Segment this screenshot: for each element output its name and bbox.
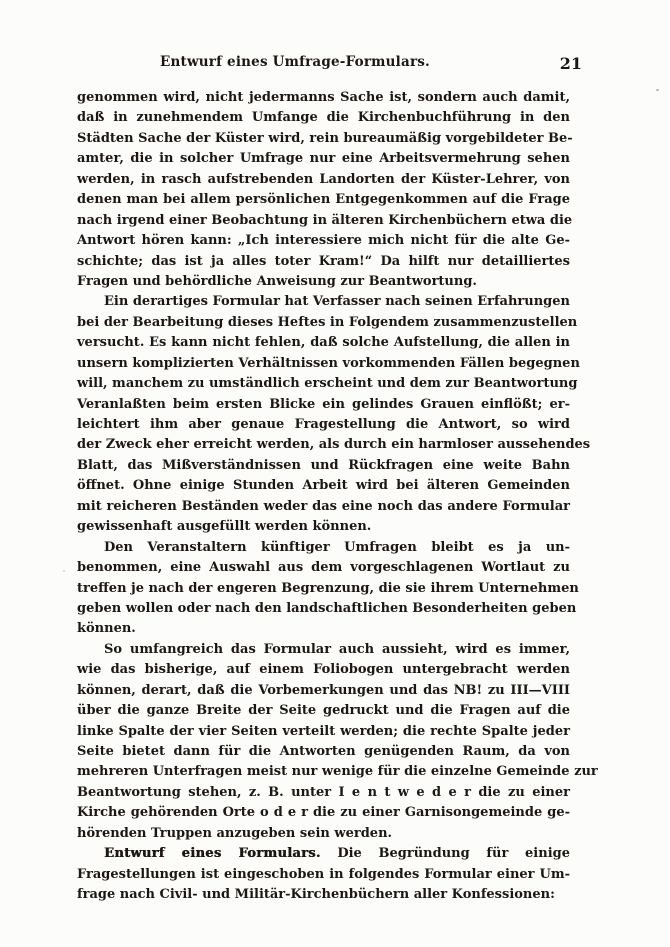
text-line xyxy=(77,844,570,864)
text-line: treffen je nach der engeren Begrenzung, die sie ihrem Unternehmen xyxy=(77,580,579,596)
text-line: unsern komplizierten Verhältnissen vorkommenden Fällen begegnen xyxy=(77,355,580,371)
text-line: hörenden Truppen anzugeben sein werden. xyxy=(77,825,393,841)
text-line: frage nach Civil- und Militär-Kirchenbüchern aller Konfessionen: xyxy=(77,887,555,903)
text-line: denen man bei allem persönlichen Entgegenkommen auf die Frage xyxy=(77,192,570,208)
text-line: geben wollen oder nach den landschaftlichen Besonderheiten geben xyxy=(77,600,577,616)
paragraph xyxy=(77,538,579,640)
text-line: So umfangreich das Formular auch aussieht, wird es immer, xyxy=(104,641,570,657)
text-block xyxy=(77,88,598,906)
text-line: Den Veranstaltern künftiger Umfragen bleibt es ja un- xyxy=(104,539,570,555)
text-line: über die ganze Breite der Seite gedruckt und die Fragen auf die xyxy=(77,703,570,719)
text-line: Blatt, das Mißverständnissen und Rückfragen eine weite Bahn xyxy=(77,457,570,473)
paragraph xyxy=(77,844,570,905)
text-line: Veranlaßten beim ersten Blicke ein gelindes Grauen einflößt; er- xyxy=(77,396,570,412)
text-line: Seite bietet dann für die Antworten genügenden Raum, da von xyxy=(77,744,570,759)
text-line: mehreren Unterfragen meist nur wenige für die einzelne Gemeinde zur xyxy=(77,764,598,780)
text-line: können, derart, daß die Vorbemerkungen und das NB! zu III—VIII xyxy=(77,682,570,698)
text-line: gewissenhaft ausgefüllt werden können. xyxy=(77,519,372,535)
text-line: amter, die in solcher Umfrage nur eine Arbeitsvermehrung sehen xyxy=(77,151,570,167)
text-line: öffnet. Ohne einige Stunden Arbeit wird bei älteren Gemeinden xyxy=(77,478,570,494)
text-line: bei der Bearbeitung dieses Heftes in Folgendem zusammenzustellen xyxy=(77,314,578,330)
scan-speck xyxy=(63,570,65,572)
text-line: der Zweck eher erreicht werden, als durch ein harmloser aussehendes xyxy=(77,437,591,453)
text-line: schichte; das ist ja alles toter Kram!“ Da hilft nur detailliertes xyxy=(77,253,570,269)
text-line: mit reicheren Beständen weder das eine noch das andere Formular xyxy=(77,498,570,514)
running-title: Entwurf eines Umfrage-Formulars. xyxy=(160,54,430,70)
text-line: Kirche gehörenden Orte o d e r die zu einer Garnisongemeinde ge- xyxy=(77,805,570,821)
text-line: Fragen und behördliche Anweisung zur Beantwortung. xyxy=(77,273,477,289)
bold-run-in-heading: Entwurf eines Formulars. xyxy=(104,846,321,862)
text-line: Ein derartiges Formular hat Verfasser nach seinen Erfahrungen xyxy=(104,294,570,310)
text-line: wie das bisherige, auf einem Foliobogen untergebracht werden xyxy=(77,662,570,678)
scan-speck xyxy=(656,89,659,91)
text-line: werden, in rasch aufstrebenden Landorten der Küster-Lehrer, von xyxy=(77,171,570,187)
text-line: Beantwortung stehen, z. B. unter I e n t w e d e r die zu einer xyxy=(77,784,570,800)
text-line: Antwort hören kann: „Ich interessiere mich nicht für die alte Ge- xyxy=(77,233,570,249)
text-line: können. xyxy=(77,621,136,637)
text-run: Die Begründung für einige xyxy=(320,846,570,862)
paragraph xyxy=(77,292,591,537)
text-line: genommen wird, nicht jedermanns Sache ist, sondern auch damit, xyxy=(77,90,570,105)
text-line: Städten Sache der Küster wird, rein bureaumäßig vorgebildeter Be- xyxy=(77,130,573,146)
paragraph xyxy=(77,88,573,292)
text-line: nach irgend einer Beobachtung in älteren Kirchenbüchern etwa die xyxy=(77,212,573,228)
text-line: Fragestellungen ist eingeschoben in folgendes Formular einer Um- xyxy=(77,866,570,882)
text-line: benommen, eine Auswahl aus dem vorgeschlagenen Wortlaut zu xyxy=(77,560,570,576)
page-header xyxy=(0,54,670,76)
text-line: linke Spalte der vier Seiten verteilt werden; die rechte Spalte jeder xyxy=(77,723,570,739)
text-line: will, manchem zu umständlich erscheint und dem zur Beantwortung xyxy=(77,376,578,392)
page-number: 21 xyxy=(559,54,582,73)
paragraph xyxy=(77,640,598,844)
text-line: versucht. Es kann nicht fehlen, daß solche Aufstellung, die allen in xyxy=(77,335,570,351)
text-line: daß in zunehmendem Umfange die Kirchenbuchführung in den xyxy=(77,110,570,126)
text-line: leichtert ihm aber genaue Fragestellung die Antwort, so wird xyxy=(77,417,570,432)
